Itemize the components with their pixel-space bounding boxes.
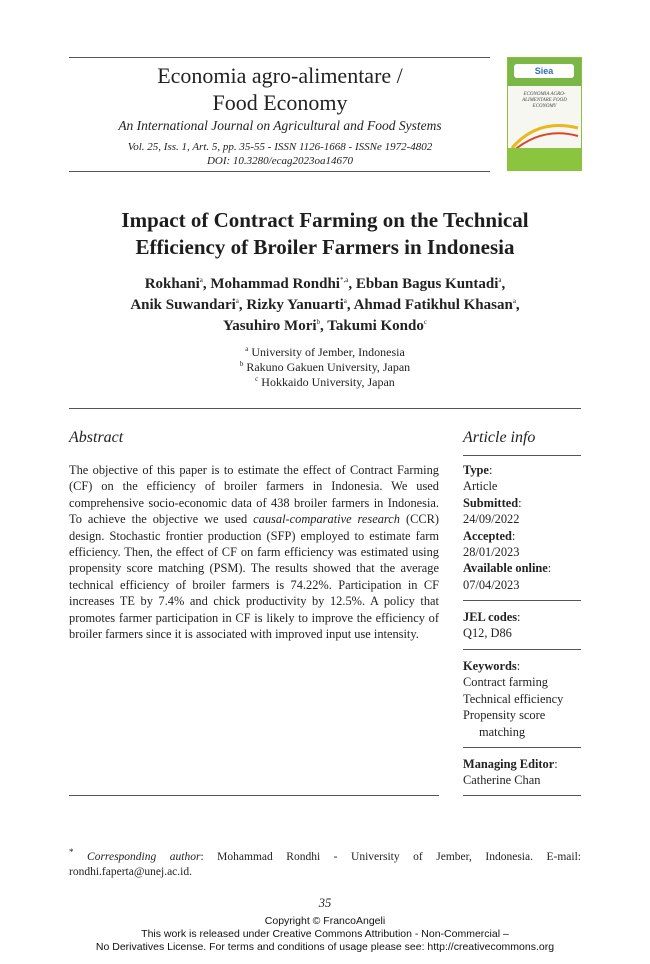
online-label: Available online (463, 561, 548, 576)
affiliation-item (60, 375, 590, 390)
page-number: 35 (318, 896, 332, 910)
license-line-2: This work is released under Creative Commons Attribution - Non-Commercial – (141, 928, 509, 940)
journal-volume-issn: Vol. 25, Iss. 1, Art. 5, pp. 35-55 - ISSN 1126-1668 - ISSNe 1972-4802 (127, 141, 433, 153)
author-affil-mark: a (498, 276, 502, 284)
type-value: Article (463, 479, 498, 494)
affiliation-item (60, 345, 590, 360)
article-dates (463, 462, 581, 593)
jel-row: JEL codes: (463, 610, 521, 624)
affiliation-mark: b (239, 360, 244, 368)
editor-row: Managing Editor: (463, 757, 558, 771)
author-affil-mark: a (512, 297, 516, 305)
article-info-rule-1 (463, 455, 581, 456)
keyword-item: Propensity score (463, 708, 546, 723)
author-separator: , (320, 318, 328, 334)
jel-codes (463, 609, 581, 642)
section-top-rule (69, 408, 581, 409)
cover-bottom-band (508, 148, 581, 170)
affiliation-mark: c (255, 375, 259, 383)
type-row: Type: (463, 463, 493, 477)
author-line-1 (60, 274, 590, 295)
license-notice (0, 915, 650, 954)
journal-title (70, 62, 490, 116)
author-affil-mark: a (199, 276, 203, 284)
affiliation-text: Rakuno Gakuen University, Japan (246, 360, 411, 374)
keywords-row: Keywords: (463, 659, 521, 673)
abstract-heading: Abstract (69, 429, 124, 446)
submitted-value: 24/09/2022 (463, 512, 520, 527)
abstract-text-italic: causal-comparative research (253, 512, 400, 527)
submitted-row: Submitted: (463, 495, 522, 510)
cover-text: ECONOMIA AGRO-ALIMENTARE FOOD ECONOMY (522, 92, 567, 109)
author-separator: , (515, 297, 520, 313)
author-separator: , (238, 297, 247, 313)
author-name: Yasuhiro Mori (223, 318, 317, 334)
journal-title-line2: Food Economy (212, 90, 348, 115)
abstract-text-part1: The objective of this paper is to estimate the effect of Contract Farming (CF) on the efficiency of broiler farmers in Indonesia. We used comprehensive socio-economic data of 438 broiler farmers in Indonesia. To achieve the objective we used (69, 463, 439, 527)
paper-title-line2: Efficiency of Broiler Farmers in Indonesia (135, 235, 515, 259)
type-label: Type (463, 463, 489, 477)
affiliation-text: University of Jember, Indonesia (251, 345, 405, 359)
keywords (463, 658, 581, 740)
paper-title (60, 207, 590, 261)
author-name: Anik Suwandari (130, 297, 236, 313)
author-separator: , (202, 276, 211, 292)
journal-cover-image (507, 57, 582, 171)
paper-title-line1: Impact of Contract Farming on the Technical (121, 208, 529, 232)
affiliation-list (60, 345, 590, 390)
article-info-rule-2 (463, 600, 581, 601)
author-affil-mark: *,a (339, 276, 349, 284)
author-separator: , (346, 297, 354, 313)
article-info-rule-3 (463, 649, 581, 650)
article-info-heading: Article info (463, 429, 536, 446)
author-line-3 (60, 316, 590, 337)
affiliation-item (60, 360, 590, 375)
license-line-3: No Derivatives License. For terms and conditions of usage please see: http://creativecommons.org (95, 941, 555, 953)
author-affil-mark: a (343, 297, 347, 305)
online-value: 07/04/2023 (463, 577, 520, 592)
author-name: Rizky Yanuarti (246, 297, 344, 313)
abstract-body (69, 462, 439, 642)
keyword-item: Technical efficiency (463, 691, 564, 706)
abstract-bottom-rule (69, 795, 439, 796)
journal-title-line1: Economia agro-alimentare / (157, 63, 403, 88)
affiliation-text: Hokkaido University, Japan (261, 375, 395, 389)
keyword-item-continued: matching (479, 724, 526, 739)
copyright-line: Copyright © FrancoAngeli (264, 915, 386, 927)
keywords-label: Keywords (463, 659, 517, 673)
editor-value: Catherine Chan (463, 773, 541, 788)
accepted-row: Accepted: (463, 528, 516, 543)
cover-logo: Siea (514, 64, 574, 78)
author-name: Mohammad Rondhi (210, 276, 340, 292)
managing-editor (463, 756, 581, 789)
footnote-marker: * (69, 847, 74, 857)
author-line-2 (60, 295, 590, 316)
author-affil-mark: a (235, 297, 239, 305)
footnote-text: : Mohammad Rondhi - University of Jember, Indonesia. E-mail: rondhi.faperta@unej.ac.id. (69, 850, 581, 878)
accepted-label: Accepted (463, 528, 512, 543)
accepted-value: 28/01/2023 (463, 545, 520, 560)
header-top-rule (69, 57, 490, 58)
header-bottom-rule (69, 171, 490, 172)
author-list (60, 274, 590, 337)
journal-subtitle: An International Journal on Agricultural and Food Systems (118, 118, 442, 133)
footnote-label: Corresponding author (87, 850, 201, 863)
author-name: Ebban Bagus Kuntadi (355, 276, 499, 292)
author-name: Rokhani (144, 276, 200, 292)
author-affil-mark: c (423, 318, 427, 326)
submitted-label: Submitted (463, 495, 519, 510)
author-separator: , (501, 276, 506, 292)
journal-doi: DOI: 10.3280/ecag2023oa14670 (206, 155, 354, 167)
jel-label: JEL codes (463, 610, 518, 624)
author-name: Takumi Kondo (327, 318, 424, 334)
article-info-rule-5 (463, 795, 581, 796)
journal-meta (70, 140, 490, 168)
author-separator: , (348, 276, 356, 292)
affiliation-mark: a (245, 345, 249, 353)
keyword-item: Contract farming (463, 675, 548, 690)
abstract-text-part2: (CCR) design. Stochastic frontier production (SFP) employed to estimate farm efficiency. Then, the effect of CF on farm efficiency was estimated using propensity score matching (PSM). The results showed that the average technical efficiency of broiler farmers is 74.22%. Participation in CF increases TE by 7.4% and chick productivity by 12.5%. A policy that promotes farmer participation in CF is likely to improve the efficiency of broiler farmers since it is associated with improved input use intensity. (69, 512, 439, 642)
author-affil-mark: b (316, 318, 321, 326)
editor-label: Managing Editor (463, 757, 555, 771)
author-name: Ahmad Fatikhul Khasan (353, 297, 513, 313)
online-row: Available online: (463, 561, 552, 576)
jel-value: Q12, D86 (463, 626, 512, 641)
corresponding-author-footnote (69, 845, 581, 880)
article-info-rule-4 (463, 747, 581, 748)
